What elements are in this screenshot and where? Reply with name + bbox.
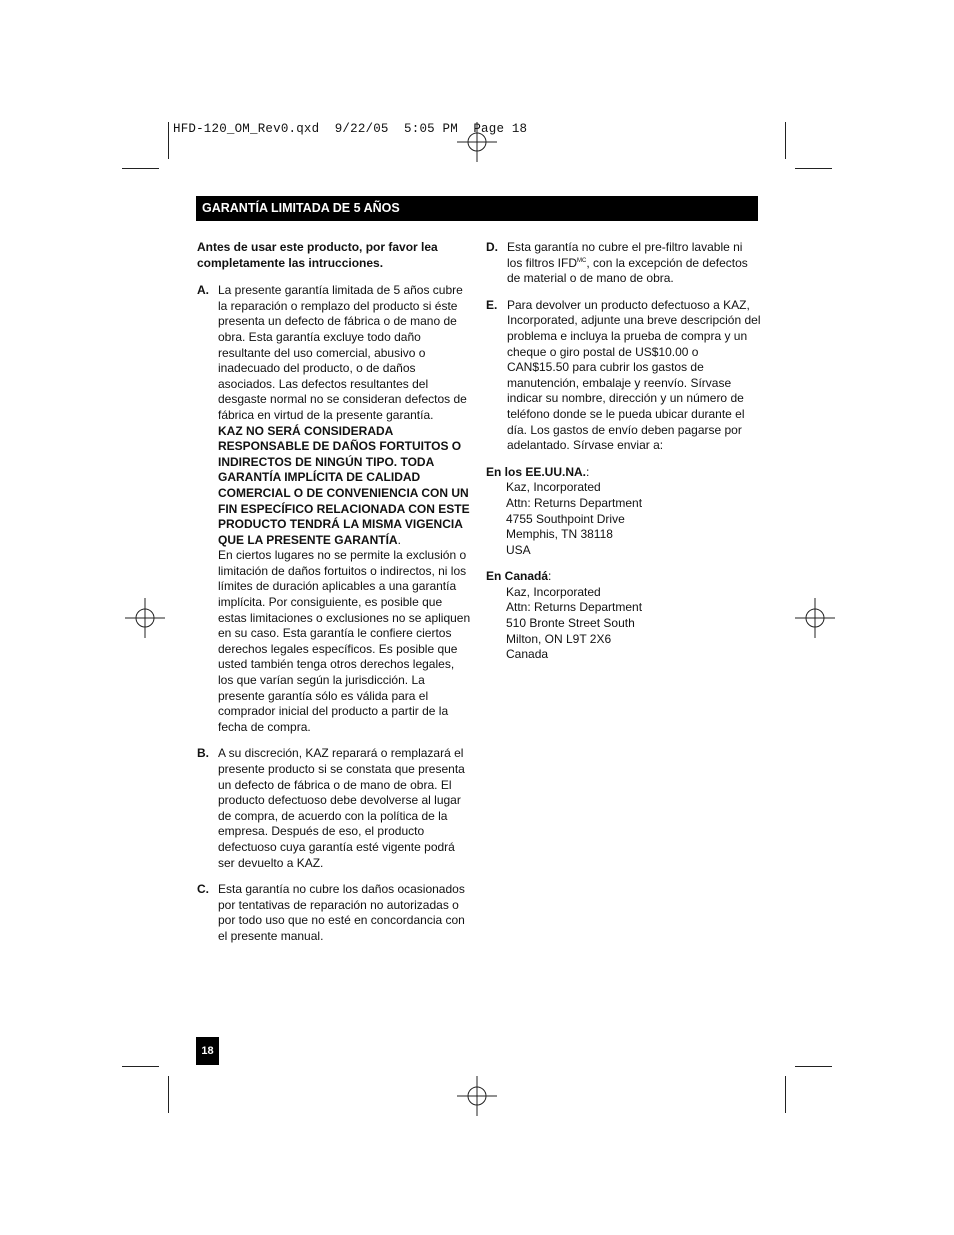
clause-letter: B. bbox=[197, 746, 209, 761]
left-column bbox=[197, 240, 472, 956]
clause-letter: E. bbox=[486, 297, 498, 312]
section-header: GARANTÍA LIMITADA DE 5 AÑOS bbox=[196, 196, 758, 221]
address-line: USA bbox=[506, 542, 531, 557]
liability-disclaimer: KAZ NO SERÁ CONSIDERADA RESPONSABLE DE DAÑOS FORTUITOS O INDIRECTOS DE NINGÚN TIPO. TODA GARANTÍA IMPLÍCITA DE CALIDAD COMERCIAL O DE CONVENIENCIA CON UN FIN ESPECÍFICO RELACIONADA CON ESTE PRODUCTO TENDRÁ LA MISMA VIGENCIA QUE LA PRESENTE GARANTÍA bbox=[218, 423, 470, 547]
address-line: Kaz, Incorporated bbox=[506, 584, 601, 599]
clause-a-paragraph-2: KAZ NO SERÁ CONSIDERADA RESPONSABLE DE DAÑOS FORTUITOS O INDIRECTOS DE NINGÚN TIPO. TODA GARANTÍA IMPLÍCITA DE CALIDAD COMERCIAL O DE CONVENIENCIA CON UN FIN ESPECÍFICO RELACIONADA CON ESTE PRODUCTO TENDRÁ LA MISMA VIGENCIA QUE LA PRESENTE GARANTÍA. bbox=[218, 423, 470, 547]
clause-c-text: Esta garantía no cubre los daños ocasionados por tentativas de reparación no autorizadas o por todo uso que no esté en concordancia con el presente manual. bbox=[218, 882, 465, 943]
clause-letter: C. bbox=[197, 882, 209, 897]
address-line: Milton, ON L9T 2X6 bbox=[506, 631, 612, 646]
address-line: 4755 Southpoint Drive bbox=[506, 511, 625, 526]
clause-letter: A. bbox=[197, 283, 209, 298]
clause-d bbox=[486, 240, 761, 287]
clause-a-paragraph-1: La presente garantía limitada de 5 años cubre la reparación o remplazo del producto si éste presenta un defecto de fábrica o de mano de obra. Esta garantía excluye todo daño resultante del uso comercial, abusivo o inadecuado del producto, o de daños asociados. Las defectos resultantes del desgaste normal no se consideran defectos de fábrica en virtud de la presente garantía. bbox=[218, 283, 467, 422]
address-us bbox=[506, 480, 761, 558]
clause-a-paragraph-3: En ciertos lugares no se permite la exclusión o limitación de daños fortuitos o indirectos, ni los límites de duración aplicables a una garantía implícita. Por consiguiente, es posible que estas limitaciones o exclusiones no se apliquen en su caso. Esta garantía le confiere ciertos derechos legales específicos. Es posible que usted también tenga otros derechos legales, los que varían según la jurisdicción. La presente garantía sólo es válida para el comprador inicial del producto a partir de la fecha de compra. bbox=[218, 548, 471, 734]
address-ca-title: En Canadá: bbox=[486, 569, 552, 584]
address-line: Memphis, TN 38118 bbox=[506, 527, 613, 542]
address-line: Attn: Returns Department bbox=[506, 495, 643, 510]
address-line: Attn: Returns Department bbox=[506, 600, 643, 615]
clause-b bbox=[197, 746, 472, 871]
registration-mark-icon bbox=[457, 1076, 497, 1116]
clause-b-text: A su discreción, KAZ reparará o remplazará el presente producto si se constata que presenta un defecto de fábrica o de mano de obra. El producto defectuoso debe devolverse al lugar de compra, de acuerdo con la política de la empresa. Después de eso, el producto defectuoso cuya garantía esté vigente podrá ser devuelto a KAZ. bbox=[218, 746, 465, 870]
clause-a bbox=[197, 283, 472, 735]
registration-mark-icon bbox=[125, 598, 165, 638]
address-line: Kaz, Incorporated bbox=[506, 480, 601, 495]
clause-e-text: Para devolver un producto defectuoso a KAZ, Incorporated, adjunte una breve descripción del problema e incluya la prueba de compra y un cheque o giro postal de US$10.00 o CAN$15.50 para cubrir los gastos de manutención, embalaje y reenvío. Sírvase indicar su nombre, dirección y un número de teléfono donde se le pueda ubicar durante el día. Los gastos de envío deben pagarse por adelantado. Sírvase enviar a: bbox=[507, 297, 761, 453]
clause-d-text: Esta garantía no cubre el pre-filtro lavable ni los filtros $IFD^{MC}$, con la excepción de defectos de material o de mano de obra. bbox=[507, 240, 748, 286]
printer-slug: HFD-120_OM_Rev0.qxd 9/22/05 5:05 PM Page 18 bbox=[173, 122, 528, 136]
registration-mark-icon bbox=[457, 122, 497, 162]
clause-letter: D. bbox=[486, 240, 498, 254]
page-number: 18 bbox=[196, 1037, 219, 1065]
clause-c bbox=[197, 882, 472, 944]
address-ca bbox=[506, 585, 761, 663]
address-line: 510 Bronte Street South bbox=[506, 616, 635, 631]
address-line: Canada bbox=[506, 647, 549, 662]
registration-mark-icon bbox=[795, 598, 835, 638]
right-column bbox=[486, 240, 761, 674]
clause-e bbox=[486, 298, 761, 454]
intro-text: Antes de usar este producto, por favor lea completamente las intrucciones. bbox=[197, 240, 438, 270]
address-us-title: En los EE.UU.NA.: bbox=[486, 464, 590, 479]
